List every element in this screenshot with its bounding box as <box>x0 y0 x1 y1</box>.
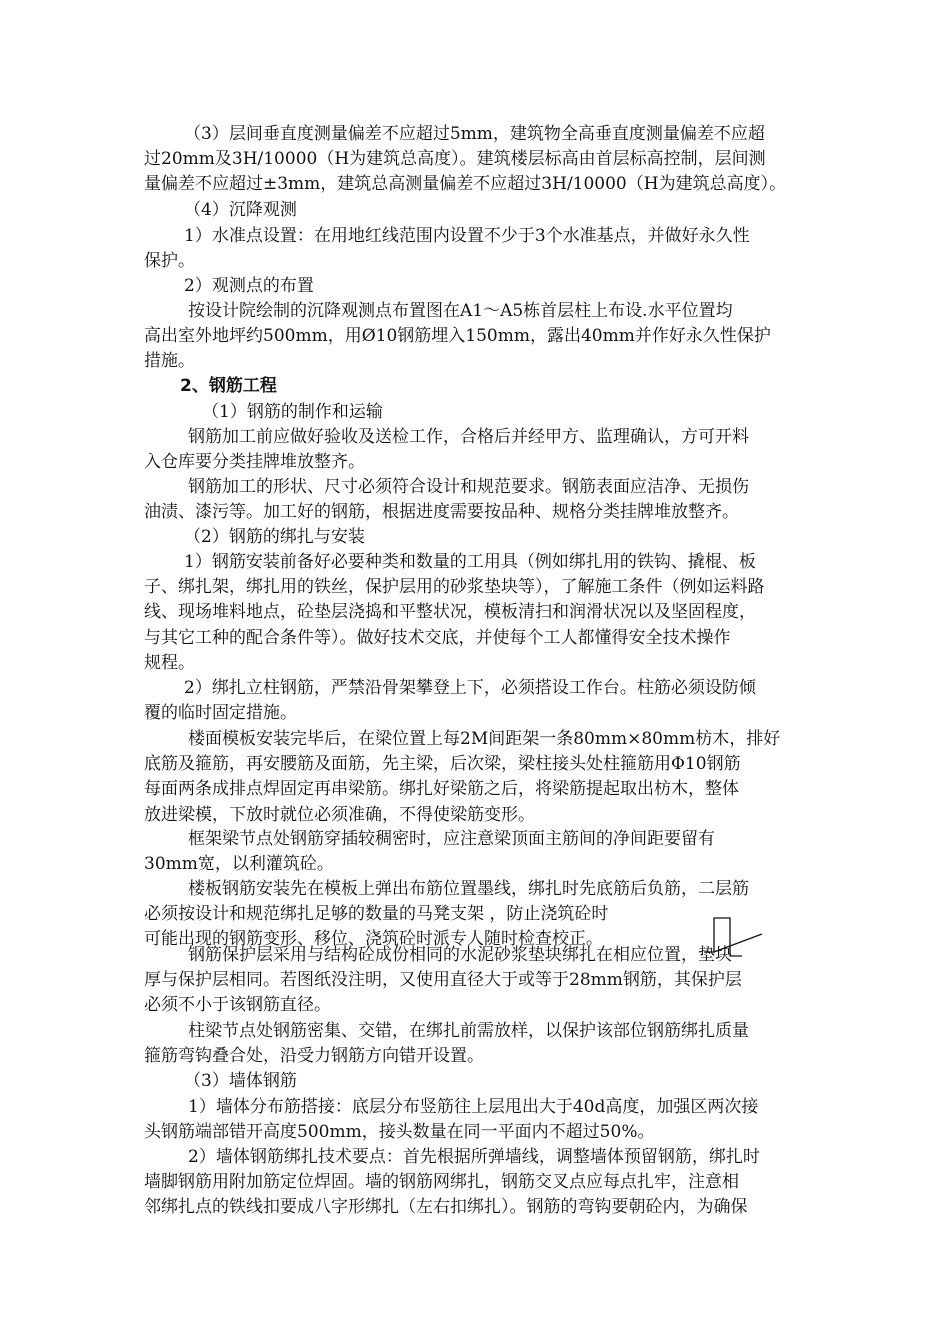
text-line: 厚与保护层相同。若图纸没注明，又使用直径大于或等于28mm钢筋，其保护层 <box>144 970 742 991</box>
heading-rebar-tying: （2）钢筋的绑扎与安装 <box>184 527 365 547</box>
text-line: 1）墙体分布筋搭接：底层分布竖筋往上层甩出大于40d高度，加强区两次接 <box>188 1097 759 1117</box>
text-line: 楼面模板安装完毕后，在梁位置上每2M间距架一条80mm×80mm枋木，排好 <box>188 729 781 749</box>
text-line: 1）钢筋安装前备好必要种类和数量的工用具（例如绑扎用的铁钩、撬棍、板 <box>184 552 756 572</box>
paragraph-benchmark-setup <box>144 224 808 274</box>
text-line: 入仓库要分类挂牌堆放整齐。 <box>144 452 365 473</box>
paragraph-fabrication-1 <box>144 425 808 475</box>
text-line: 每面两条成排点焊固定再串梁筋。绑扎好梁筋之后，将梁筋提起取出枋木，整体 <box>144 779 739 800</box>
paragraph-tying-4 <box>144 827 808 877</box>
paragraph-tying-7 <box>144 1019 808 1069</box>
text-line: 底筋及箍筋，再安腰筋及面筋，先主梁，后次梁，梁柱接头处柱箍筋用Φ10钢筋 <box>144 754 741 775</box>
paragraph-wall-1 <box>144 1095 808 1145</box>
text-line: 措施。 <box>144 351 195 372</box>
text-line: 邻绑扎点的铁线扣要成八字形绑扎（左右扣绑扎）。钢筋的弯钩要朝砼内，为确保 <box>144 1197 748 1218</box>
text-line: 2）绑扎立柱钢筋，严禁沿骨架攀登上下，必须搭设工作台。柱筋必须设防倾 <box>184 678 756 698</box>
text-line: 可能出现的钢筋变形、移位、浇筑砼时派专人随时检查校正。 <box>144 929 603 950</box>
text-line: 与其它工种的配合条件等）。做好技术交底，并使每个工人都懂得安全技术操作 <box>144 627 731 648</box>
paragraph-tying-2 <box>144 676 808 726</box>
paragraph-tying-3 <box>144 727 808 828</box>
text-line: 子、绑扎架，绑扎用的铁丝，保护层用的砂浆垫块等），了解施工条件（例如运料路 <box>144 577 765 598</box>
text-line: 柱梁节点处钢筋密集、交错，在绑扎前需放样，以保护该部位钢筋绑扎质量 <box>188 1021 749 1041</box>
paragraph-tying-6 <box>144 943 808 1019</box>
heading-observation-points: 2）观测点的布置 <box>184 276 314 296</box>
text-line: 框架梁节点处钢筋穿插较稠密时，应注意梁顶面主筋间的净间距要留有 <box>188 829 715 849</box>
text-line: 楼板钢筋安装先在模板上弹出布筋位置墨线，绑扎时先底筋后负筋，二层筋 <box>188 879 749 899</box>
text-line: 线、现场堆料地点，砼垫层浇捣和平整状况，模板清扫和润滑状况以及坚固程度， <box>144 602 756 623</box>
paragraph-vertical-deviation <box>144 122 808 198</box>
heading-rebar-fabrication: （1）钢筋的制作和运输 <box>202 402 383 422</box>
text-line: 规程。 <box>144 652 195 673</box>
text-line: 油渍、漆污等。加工好的钢筋，根据进度需要按品种、规格分类挂牌堆放整齐。 <box>144 502 739 523</box>
text-line: 覆的临时固定措施。 <box>144 703 297 724</box>
paragraph-tying-1 <box>144 550 808 676</box>
text-line: 必须不小于该钢筋直径。 <box>144 995 331 1016</box>
text-line: 按设计院绘制的沉降观测点布置图在A1～A5栋首层柱上布设.水平位置均 <box>188 301 733 321</box>
text-line: 必须按设计和规范绑扎足够的数量的马凳支架 ，防止浇筑砼时 <box>144 904 609 925</box>
text-line: （3）层间垂直度测量偏差不应超过5mm，建筑物全高垂直度测量偏差不应超 <box>184 124 765 144</box>
text-line: 头钢筋端部错开高度500mm，接头数量在同一平面内不超过50%。 <box>144 1122 655 1143</box>
paragraph-fabrication-2 <box>144 475 808 525</box>
text-line: 钢筋加工前应做好验收及送检工作，合格后并经甲方、监理确认，方可开料 <box>188 427 749 447</box>
text-line: 2）墙体钢筋绑扎技术要点：首先根据所弹墙线，调整墙体预留钢筋，绑扎时 <box>188 1147 760 1167</box>
heading-settlement-observation: （4）沉降观测 <box>184 200 297 220</box>
paragraph-observation-points <box>144 299 808 375</box>
text-line: 钢筋保护层采用与结构砼成份相同的水泥砂浆垫块绑扎在相应位置，垫块 <box>188 945 732 965</box>
heading-wall-rebar: （3）墙体钢筋 <box>184 1071 297 1091</box>
text-line: 墙脚钢筋用附加筋定位焊固。墙的钢筋网绑扎，钢筋交叉点应每点扎牢，注意相 <box>144 1172 739 1193</box>
text-line: 放进梁模，下放时就位必须准确，不得使梁筋变形。 <box>144 804 535 825</box>
text-line: 量偏差不应超过±3mm，建筑总高测量偏差不应超过3H/10000（H为建筑总高度）。 <box>144 174 787 195</box>
text-line: 1）水准点设置：在用地红线范围内设置不少于3个水准基点，并做好永久性 <box>184 226 750 246</box>
text-line: 过20mm及3H/10000（H为建筑总高度）。建筑楼层标高由首层标高控制，层间测 <box>144 149 766 170</box>
text-line: 高出室外地坪约500mm，用Ø10钢筋埋入150mm，露出40mm并作好永久性保护 <box>144 326 771 347</box>
text-line: 箍筋弯钩叠合处，沿受力钢筋方向错开设置。 <box>144 1046 484 1067</box>
paragraph-wall-2 <box>144 1145 808 1221</box>
text-line: 30mm宽，以利灌筑砼。 <box>144 854 334 875</box>
heading-rebar-works: 2、钢筋工程 <box>180 376 277 396</box>
text-line: 保护。 <box>144 251 195 272</box>
text-line: 钢筋加工的形状、尺寸必须符合设计和规范要求。钢筋表面应洁净、无损伤 <box>188 477 749 497</box>
